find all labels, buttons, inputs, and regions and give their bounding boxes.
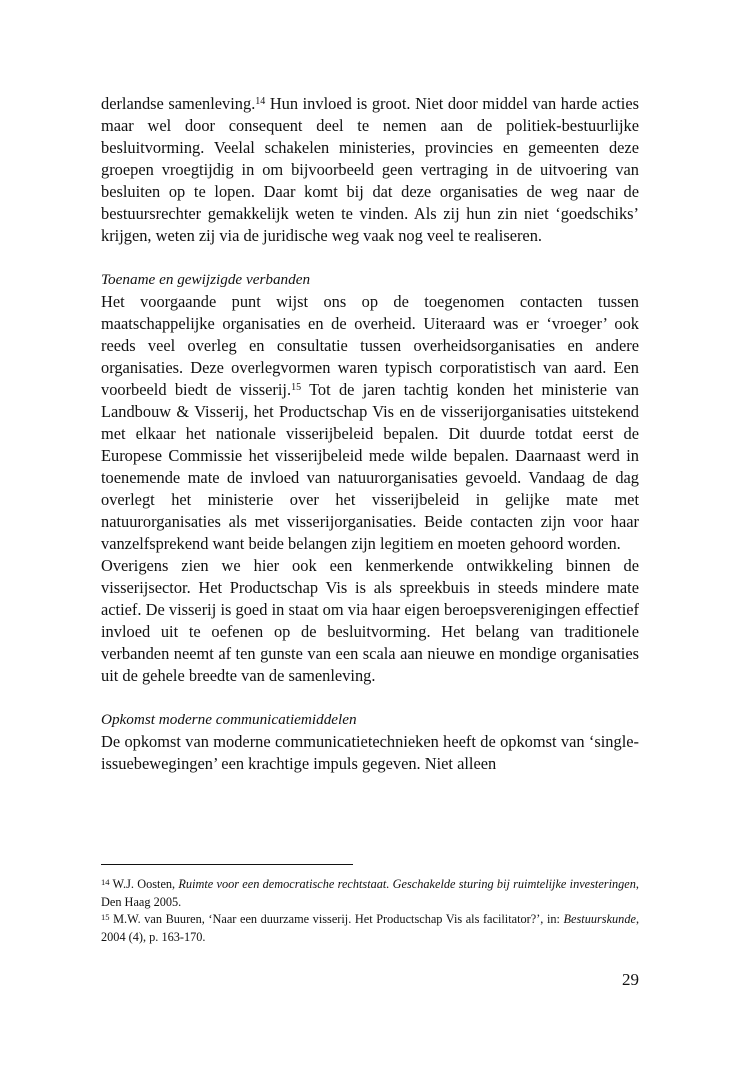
paragraph-spacer <box>101 247 639 269</box>
body-text <box>101 93 639 775</box>
footnote-title: Bestuurskunde <box>563 912 636 927</box>
footnote-author: M.W. van Buuren, ‘Naar een duurzame visserij. Het Productschap Vis als facilitator?’, in: <box>113 912 564 927</box>
footnote-divider <box>101 864 353 865</box>
footnote-author: W.J. Oosten, <box>112 877 179 891</box>
section-heading-1: Toename en gewijzigde verbanden <box>101 271 311 288</box>
paragraph-1-start: derlandse samenleving. <box>101 94 256 113</box>
paragraph-4: De opkomst van moderne communicatietechnieken heeft de opkomst van ‘single-issuebewegingen’ een krachtige impuls gegeven. Niet alleen <box>101 732 639 773</box>
section-heading-2: Opkomst moderne communicatiemiddelen <box>101 711 357 728</box>
paragraph-2-start: Het voorgaande punt wijst ons op de toegenomen contacten tussen maatschappelijke organisaties en de overheid. Uiteraard was er ‘vroeger’ ook reeds veel overleg en consultatie tussen overheidsorganisaties en andere organisaties. Deze overlegvormen waren typisch corporatistisch van aard. Een voorbeeld biedt de visserij. <box>101 292 639 399</box>
paragraph-spacer <box>101 687 639 709</box>
footnote-details: , 2004 (4), p. 163-170. <box>101 912 640 944</box>
paragraph-3: Overigens zien we hier ook een kenmerkende ontwikkeling binnen de visserijsector. Het Productschap Vis is als spreekbuis in steeds mindere mate actief. De visserij is goed in staat om via haar eigen beroepsverenigingen effectief invloed uit te oefenen op de besluitvorming. Het belang van traditionele verbanden neemt af ten gunste van een scala aan nieuwe en mondige organisaties uit de gehele breedte van de samenleving. <box>101 556 639 685</box>
footnote-ref-14: 14 <box>255 96 266 107</box>
footnote-ref-15: 15 <box>291 382 302 393</box>
footnotes <box>101 876 639 946</box>
footnote-details: , Den Haag 2005. <box>101 877 639 909</box>
footnote-14 <box>101 876 639 911</box>
footnote-15 <box>101 911 639 946</box>
paragraph-1 <box>101 93 639 247</box>
paragraph-2-end: Tot de jaren tachtig konden het ministerie van Landbouw & Visserij, het Productschap Vis en de visserijorganisaties uitstekend met elkaar het nationale visserijbeleid bepalen. Dit duurde totdat eerst de Europese Commissie het visserijbeleid mede wilde bepalen. Daarnaast werd in toenemende mate de invloed van natuurorganisaties gevoeld. Vandaag de dag overlegt het ministerie over het visserijbeleid in gelijke mate met natuurorganisaties als met visserijorganisaties. Beide contacten zijn voor haar vanzelfsprekend want beide belangen zijn legitiem en moeten gehoord worden. <box>101 380 639 553</box>
page-number: 29 <box>622 970 639 989</box>
footnote-number: 14 <box>101 877 110 887</box>
paragraph-2 <box>101 291 639 555</box>
paragraph-1-end: Hun invloed is groot. Niet door middel van harde acties maar wel door consequent deel te nemen aan de politiek-bestuurlijke besluitvorming. Veelal schakelen ministeries, provincies en gemeenten deze groepen vroegtijdig in om bijvoorbeeld geen vertraging in de uitvoering van besluiten op te lopen. Daar komt bij dat deze organisaties de weg naar de bestuursrechter gemakkelijk weten te vinden. Als zij hun zin niet ‘goedschiks’ krijgen, weten zij via de juridische weg vaak nog veel te realiseren. <box>101 94 639 245</box>
footnote-number: 15 <box>101 912 110 923</box>
footnote-title: Ruimte voor een democratische rechtstaat. Geschakelde sturing bij ruimtelijke investeringen <box>178 877 636 891</box>
